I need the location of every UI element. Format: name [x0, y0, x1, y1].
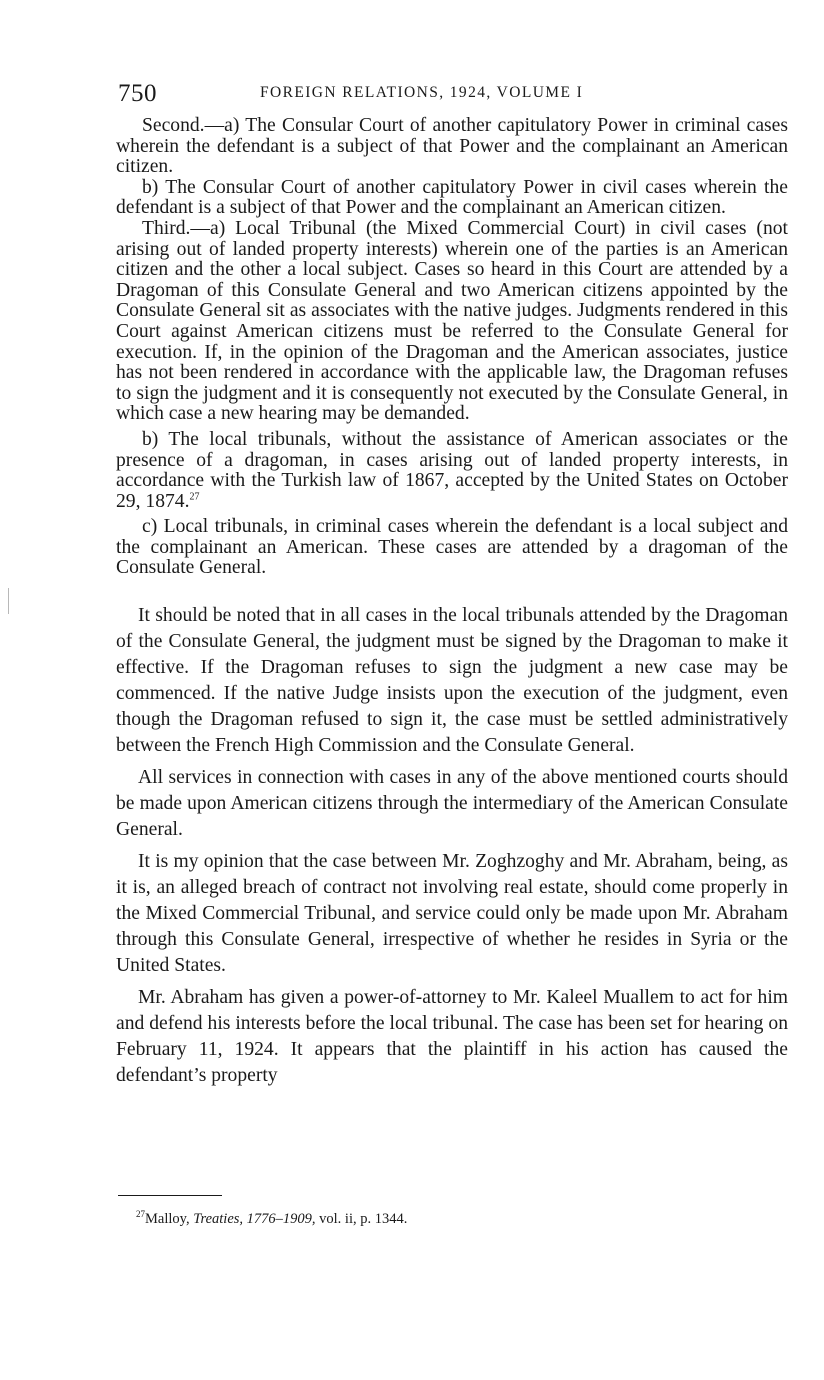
opinion-block: [116, 603, 788, 1089]
paragraph: It should be noted that in all cases in the local tribunals attended by the Dragoman of the Consulate General, the judgment must be signed by the Dragoman to make it effective. If the Dragoman refuses to sign the judgment a new case may be commenced. If the native Judge insists upon the execution of the judgment, even though the Dragoman refused to sign it, the case must be settled administratively between the French High Commission and the Consulate General.: [116, 605, 788, 757]
paragraph: It is my opinion that the case between Mr. Zoghzoghy and Mr. Abraham, being, as it is, an alleged breach of contract not involving real estate, should come properly in the Mixed Commercial Tribunal, and service could only be made upon Mr. Abraham through this Consulate General, irrespective of whether he resides in Syria or the United States.: [116, 851, 788, 977]
page-header: [118, 80, 790, 114]
paragraph: b) The local tribunals, without the assistance of American associates or the presence of a dragoman, in cases arising out of landed property interests, in accordance with the Turkish law of 1867, accepted by the United States on October 29, 1874.27: [116, 428, 788, 512]
page-number: 750: [118, 80, 157, 107]
paragraph: Mr. Abraham has given a power-of-attorney to Mr. Kaleel Muallem to act for him and defend his interests before the local tribunal. The case has been set for hearing on February 11, 1924. It appears that the plaintiff in his action has caused the defendant’s property: [116, 987, 788, 1087]
paragraph: b) The Consular Court of another capitulatory Power in civil cases wherein the defendant is a subject of that Power and the complainant an American citizen.: [116, 176, 788, 219]
footnote-reference: 27: [189, 491, 200, 503]
paragraph: Third.—a) Local Tribunal (the Mixed Commercial Court) in civil cases (not arising out of landed property interests) wherein one of the parties is an American citizen and the other a local subject. Cases so heard in this Court are attended by a Dragoman of this Consulate General and two American citizens appointed by the Consulate General sit as associates with the native judges. Judgments rendered in this Court against American citizens must be referred to the Consulate General for execution. If, in the opinion of the Dragoman and the American associates, justice has not been rendered in accordance with the applicable law, the Dragoman refuses to sign the judgment and it is consequently not executed by the Consulate General, in which case a new hearing may be demanded.: [116, 217, 788, 425]
footnote-citation: vol. ii, p. 1344.: [319, 1211, 408, 1227]
footnote-number: 27: [136, 1209, 145, 1220]
footnote: [136, 1210, 407, 1228]
paragraph: c) Local tribunals, in criminal cases wherein the defendant is a local subject and the complainant an American. These cases are attended by a dragoman of the Consulate General.: [116, 516, 788, 579]
footnote-title: Treaties, 1776–1909,: [193, 1211, 316, 1227]
paragraph: Second.—a) The Consular Court of another capitulatory Power in criminal cases wherein the defendant is a subject of that Power and the complainant an American citizen.: [116, 115, 788, 178]
running-head: FOREIGN RELATIONS, 1924, VOLUME I: [260, 84, 584, 101]
court-listing-block: [116, 116, 788, 579]
footnote-divider: [118, 1195, 222, 1196]
paragraph: All services in connection with cases in any of the above mentioned courts should be made upon American citizens through the intermediary of the American Consulate General.: [116, 767, 788, 841]
footnote-author: Malloy,: [145, 1211, 190, 1227]
body-text: [116, 116, 788, 1089]
margin-scan-mark: [8, 588, 9, 614]
